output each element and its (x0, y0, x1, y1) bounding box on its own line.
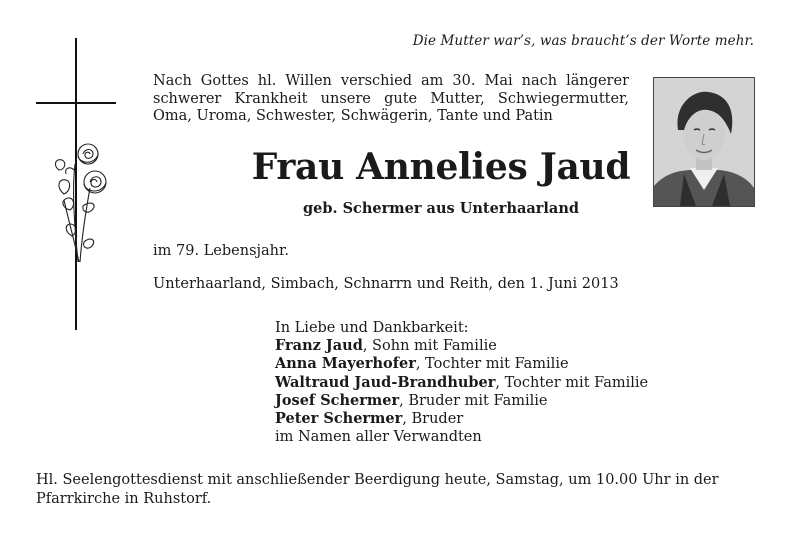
mourner-name: Waltraud Jaud-Brandhuber (275, 373, 496, 391)
maiden-name: geb. Schermer aus Unterhaarland (302, 200, 580, 217)
mourner-name: Peter Schermer (275, 410, 403, 428)
mourner-entry (275, 374, 648, 392)
mourner-relation: , Bruder mit Familie (399, 392, 548, 409)
funeral-service-info: Hl. Seelengottesdienst mit anschließender Beerdigung heute, Samstag, um 10.00 Uhr in der Pfarrkirche in Ruhstorf. (36, 472, 719, 507)
mourner-relation: , Bruder (402, 411, 464, 428)
mourner-relation: , Sohn mit Familie (362, 338, 497, 355)
motto: Die Mutter war’s, was braucht’s der Worte mehr. (412, 33, 754, 49)
roses-icon (50, 140, 112, 265)
mourner-relation: , Tochter mit Familie (415, 356, 569, 373)
deceased-name: Frau Annelies Jaud (251, 146, 631, 188)
mourner-entry (275, 355, 648, 373)
mourners-list (275, 319, 648, 446)
mourners-closing: im Namen aller Verwandten (275, 429, 482, 446)
mourners-intro: In Liebe und Dankbarkeit: (275, 320, 469, 336)
mourner-entry (275, 410, 648, 428)
mourner-name: Anna Mayerhofer (275, 355, 416, 373)
place-date: Unterhaarland, Simbach, Schnarrn und Reith, den 1. Juni 2013 (153, 276, 619, 292)
mourner-entry (275, 392, 648, 410)
death-announcement-text: Nach Gottes hl. Willen verschied am 30. Mai nach längerer schwerer Krankheit unsere gute Mutter, Schwiegermutter, Oma, Uroma, Schwester, Schwägerin, Tante und Patin (153, 73, 629, 124)
mourner-name: Josef Schermer (275, 391, 400, 409)
mourner-name: Franz Jaud (275, 337, 363, 355)
mourner-relation: , Tochter mit Familie (495, 374, 649, 391)
age-text: im 79. Lebensjahr. (153, 243, 289, 259)
mourner-entry (275, 337, 648, 355)
